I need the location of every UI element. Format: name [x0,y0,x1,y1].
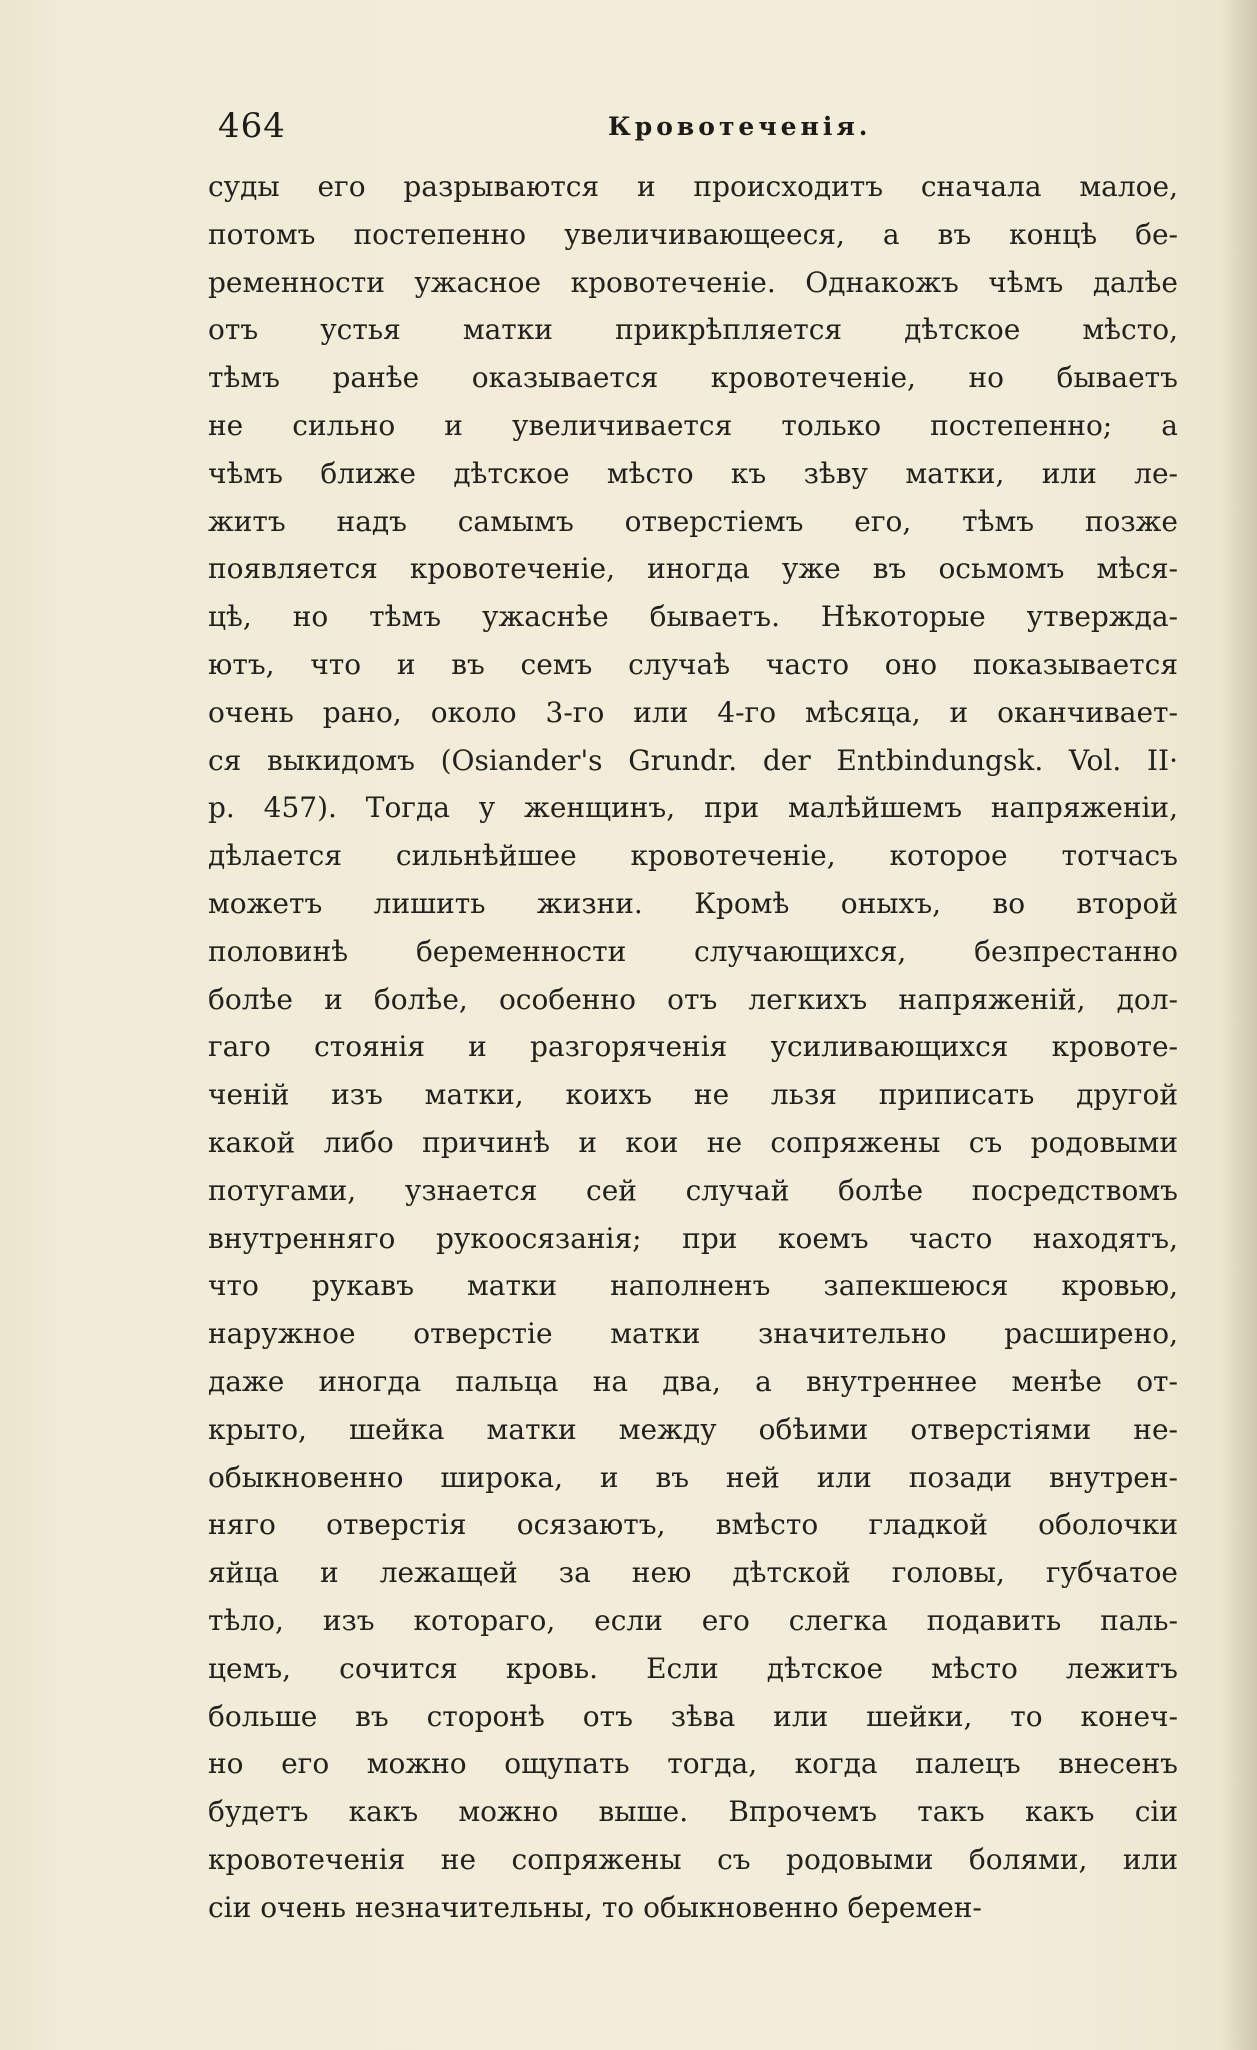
text-line: ченій изъ матки, коихъ не льзя приписать другой [208,1078,1178,1112]
text-line: суды его разрываются и происходитъ сначала малое, [208,170,1178,203]
text-line: наружное отверстіе матки значительно расширено, [208,1317,1178,1351]
text-line: но его можно ощупать тогда, когда палецъ внесенъ [208,1747,1178,1781]
text-line: обыкновенно широка, и въ ней или позади внутрен- [208,1460,1178,1494]
text-line: не сильно и увеличивается только постепенно; а [208,408,1178,442]
text-line: кровотеченія не сопряжены съ родовыми болями, или [208,1842,1178,1876]
text-line: тѣмъ ранѣе оказывается кровотеченіе, но бываетъ [208,361,1178,395]
running-head [218,106,898,146]
text-line: житъ надъ самымъ отверстіемъ его, тѣмъ позже [208,504,1178,538]
text-line: болѣе и болѣе, особенно отъ легкихъ напряженій, дол- [208,982,1178,1016]
text-line: можетъ лишить жизни. Кромѣ оныхъ, во второй [208,886,1178,920]
text-line: крыто, шейка матки между обѣими отверстіями не- [208,1412,1178,1446]
text-line: потомъ постепенно увеличивающееся, а въ концѣ бе- [208,217,1178,251]
body-text [208,163,1178,1931]
text-line: потугами, узнается сей случай болѣе посредствомъ [208,1173,1178,1207]
text-line: сіи очень незначительны, то обыкновенно беремен- [208,1890,982,1924]
text-line: половинѣ беременности случающихся, безпрестанно [208,934,1178,968]
text-line: очень рано, около 3-го или 4-го мѣсяца, и оканчивает- [208,695,1178,729]
page-number: 464 [218,106,286,146]
text-line: чѣмъ ближе дѣтское мѣсто къ зѣву матки, или ле- [208,456,1178,490]
text-line: цемъ, сочится кровь. Если дѣтское мѣсто лежитъ [208,1651,1178,1685]
text-line: дѣлается сильнѣйшее кровотеченіе, которое тотчасъ [208,839,1178,873]
text-line: ютъ, что и въ семъ случаѣ часто оно показывается [208,647,1178,681]
text-line: будетъ какъ можно выше. Впрочемъ такъ какъ сіи [208,1795,1178,1829]
text-line: отъ устья матки прикрѣпляется дѣтское мѣсто, [208,313,1178,347]
text-line: внутренняго рукоосязанія; при коемъ часто находятъ, [208,1221,1178,1255]
text-line: няго отверстія осязаютъ, вмѣсто гладкой оболочки [208,1508,1178,1542]
text-line: цѣ, но тѣмъ ужаснѣе бываетъ. Нѣкоторые утвержда- [208,600,1178,634]
text-line: яйца и лежащей за нею дѣтской головы, губчатое [208,1556,1178,1590]
text-line: гаго стоянія и разгоряченія усиливающихся кровоте- [208,1030,1178,1064]
text-line: какой либо причинѣ и кои не сопряжены съ родовыми [208,1125,1178,1159]
text-line: появляется кровотеченіе, иногда уже въ осьмомъ мѣся- [208,552,1178,586]
text-line: ся выкидомъ (Osiander's Grundr. der Entbindungsk. Vol. II· [208,743,1178,777]
text-line: что рукавъ матки наполненъ запекшеюся кровью, [208,1269,1178,1303]
text-line: даже иногда пальца на два, а внутреннее менѣе от- [208,1364,1178,1398]
page-heading: Кровотеченія. [608,112,872,141]
text-line: больше въ сторонѣ отъ зѣва или шейки, то конеч- [208,1699,1178,1733]
text-line: тѣло, изъ котораго, если его слегка подавить паль- [208,1603,1178,1637]
text-line: p. 457). Тогда у женщинъ, при малѣйшемъ напряженіи, [208,791,1178,825]
text-line: ременности ужасное кровотеченіе. Однакожъ чѣмъ далѣе [208,265,1178,299]
